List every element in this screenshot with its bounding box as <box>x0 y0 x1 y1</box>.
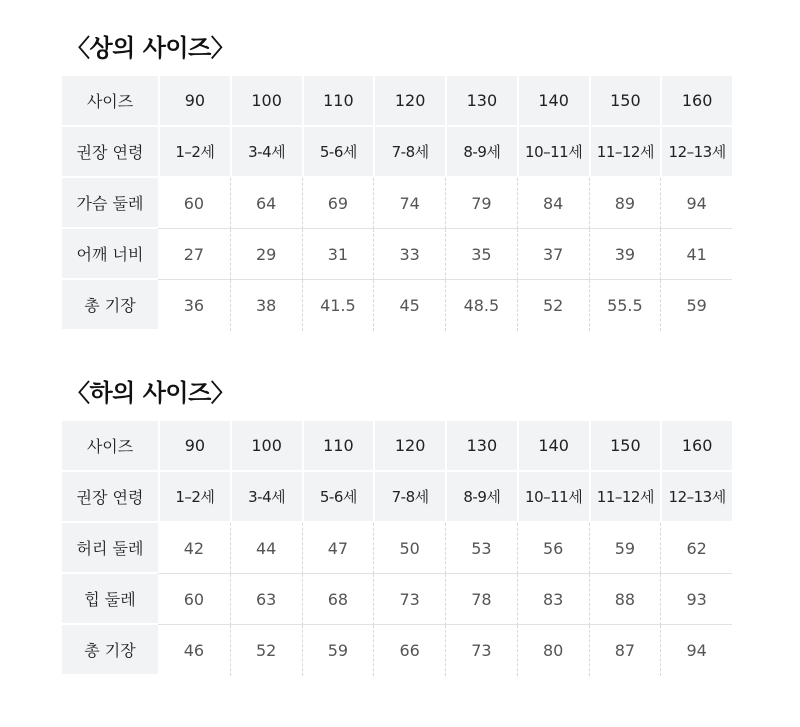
table-cell: 5-6세 <box>302 472 374 523</box>
table-cell: 50 <box>373 523 445 574</box>
table-cell: 73 <box>373 574 445 625</box>
table-cell: 63 <box>230 574 302 625</box>
table-cell: 55.5 <box>589 280 661 331</box>
table-cell: 46 <box>183 641 205 660</box>
top-size-table <box>62 76 732 331</box>
table-cell: 42 <box>158 523 230 574</box>
table-row <box>62 523 732 574</box>
table-cell: 130 <box>445 421 517 472</box>
table-cell: 60 <box>158 574 230 625</box>
table-cell: 150 <box>589 76 661 127</box>
table-cell: 59 <box>589 523 661 574</box>
table-cell: 140 <box>517 421 589 472</box>
table-cell: 100 <box>230 421 302 472</box>
table-cell: 120 <box>373 76 445 127</box>
table-cell: 48.5 <box>445 280 517 331</box>
table-cell: 68 <box>302 574 374 625</box>
table-cell: 8-9세 <box>445 127 517 178</box>
table-cell: 56 <box>517 523 589 574</box>
table-row <box>62 421 732 472</box>
table-cell: 69 <box>302 178 374 229</box>
table-cell: 1–2세 <box>158 472 230 523</box>
table-cell: 110 <box>302 76 374 127</box>
table-cell: 7-8세 <box>373 127 445 178</box>
table-cell: 11–12세 <box>589 472 661 523</box>
row-label: 어깨 너비 <box>62 229 158 280</box>
row-label: 총 기장 <box>62 625 158 676</box>
table-row <box>62 127 732 178</box>
table-cell: 160 <box>660 76 732 127</box>
table-cell: 38 <box>230 280 302 331</box>
bottom-size-title: 〈하의 사이즈〉 <box>66 379 235 407</box>
top-size-title: 〈상의 사이즈〉 <box>66 34 235 62</box>
row-label: 권장 연령 <box>62 127 158 178</box>
table-cell: 59 <box>660 280 732 331</box>
table-cell: 5-6세 <box>302 127 374 178</box>
table-cell: 110 <box>302 421 374 472</box>
table-cell: 80 <box>517 625 589 676</box>
table-cell: 79 <box>445 178 517 229</box>
row-label: 총 기장 <box>62 280 158 331</box>
bottom-size-table <box>62 421 732 676</box>
table-cell: 12–13세 <box>660 127 732 178</box>
table-cell: 41.5 <box>302 280 374 331</box>
table-cell: 84 <box>517 178 589 229</box>
table-cell: 12–13세 <box>660 472 732 523</box>
table-cell: 44 <box>230 523 302 574</box>
row-label: 가슴 둘레 <box>62 178 158 229</box>
table-cell: 52 <box>230 625 302 676</box>
table-cell: 53 <box>445 523 517 574</box>
table-cell: 33 <box>373 229 445 280</box>
table-cell: 10–11세 <box>517 127 589 178</box>
row-label: 힙 둘레 <box>62 574 158 625</box>
table-cell: 87 <box>589 625 661 676</box>
table-cell: 10–11세 <box>517 472 589 523</box>
table-cell: 66 <box>373 625 445 676</box>
table-cell: 100 <box>230 76 302 127</box>
table-cell: 52 <box>517 280 589 331</box>
table-cell: 74 <box>373 178 445 229</box>
table-cell: 88 <box>589 574 661 625</box>
table-cell: 89 <box>589 178 661 229</box>
table-cell: 90 <box>158 421 230 472</box>
table-cell: 7-8세 <box>373 472 445 523</box>
table-cell: 37 <box>517 229 589 280</box>
table-cell: 27 <box>158 229 230 280</box>
table-cell: 47 <box>302 523 374 574</box>
table-cell: 45 <box>373 280 445 331</box>
row-label: 사이즈 <box>62 76 158 127</box>
table-cell: 64 <box>230 178 302 229</box>
top-size-section <box>62 28 734 331</box>
row-label: 허리 둘레 <box>62 523 158 574</box>
table-cell: 11–12세 <box>589 127 661 178</box>
table-cell: 35 <box>445 229 517 280</box>
table-cell: 36 <box>183 296 205 315</box>
table-row <box>62 178 732 229</box>
table-cell: 140 <box>517 76 589 127</box>
table-cell: 3-4세 <box>230 127 302 178</box>
table-row <box>62 574 732 625</box>
table-cell: 83 <box>517 574 589 625</box>
row-label: 사이즈 <box>62 421 158 472</box>
table-cell: 160 <box>660 421 732 472</box>
table-cell: 31 <box>302 229 374 280</box>
table-row <box>62 472 732 523</box>
table-cell: 59 <box>302 625 374 676</box>
table-cell: 94 <box>660 178 732 229</box>
table-cell: 41 <box>660 229 732 280</box>
table-row <box>62 625 732 676</box>
table-cell: 94 <box>660 625 732 676</box>
table-cell: 8-9세 <box>445 472 517 523</box>
table-cell: 62 <box>660 523 732 574</box>
table-row <box>62 76 732 127</box>
table-cell: 29 <box>230 229 302 280</box>
table-cell: 90 <box>158 76 230 127</box>
table-cell: 130 <box>445 76 517 127</box>
table-cell: 78 <box>445 574 517 625</box>
table-cell: 39 <box>589 229 661 280</box>
table-cell: 93 <box>660 574 732 625</box>
table-cell: 73 <box>445 625 517 676</box>
table-cell: 60 <box>158 178 230 229</box>
table-cell: 1–2세 <box>158 127 230 178</box>
table-row <box>62 229 732 280</box>
bottom-size-section <box>62 373 734 676</box>
table-cell: 3-4세 <box>230 472 302 523</box>
table-cell: 150 <box>589 421 661 472</box>
row-label: 권장 연령 <box>62 472 158 523</box>
table-row <box>62 280 732 331</box>
table-cell: 120 <box>373 421 445 472</box>
